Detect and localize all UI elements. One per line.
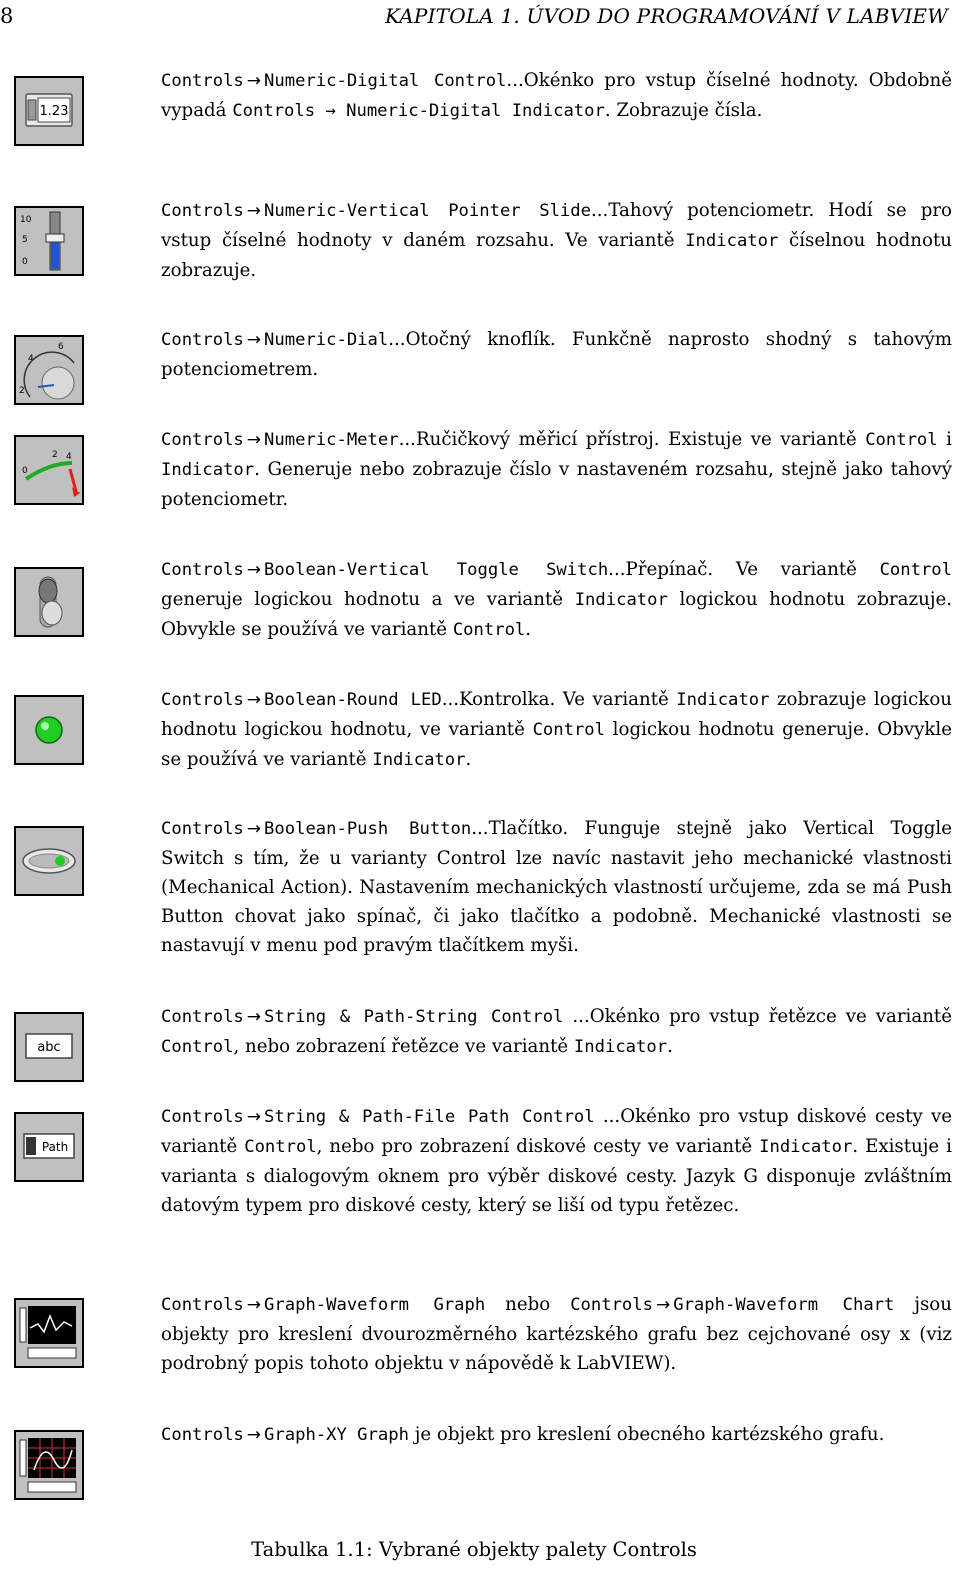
svg-text:10: 10 [20,215,32,225]
page-number: 8 [0,4,14,28]
entry-description: Controls → Numeric-Meter...Ručičkový měřicí přístroj. Existuje ve variantě Control i Indicator. Generuje nebo zobrazuje číslo v nastaveném rozsahu, stejně jako tahový potenciometr. [161,429,952,510]
xy-graph-icon [14,1430,84,1500]
entry-description: Controls → String & Path-String Control ...Okénko pro vstup řetězce ve variantě Control, nebo zobrazení řetězce ve variantě Indicator. [161,1006,952,1057]
entry-description: Controls → Graph-XY Graph je objekt pro kreslení obecného kartézského grafu. [161,1424,885,1445]
numeric-meter-icon [14,435,84,505]
entry-description: Controls → Graph-Waveform Graph nebo Controls → Graph-Waveform Chart jsou objekty pro kreslení dvourozměrného kartézského grafu bez cejchované osy x (viz podrobný popis tohoto objektu v nápovědě k LabVIEW). [161,1294,952,1374]
entry-description: Controls → String & Path-File Path Control ...Okénko pro vstup diskové cesty ve variantě Control, nebo pro zobrazení diskové cesty ve variantě Indicator. Existuje i varianta s dialogovým oknem pro výběr diskové cesty. Jazyk G disponuje zvláštním datovým typem pro diskové cesty, který se liší od typu řetězec. [161,1106,952,1216]
waveform-graph-icon [14,1298,84,1368]
entry-description: Controls → Boolean-Round LED...Kontrolka. Ve variantě Indicator zobrazuje logickou hodnotu logickou hodnotu, ve variantě Control logickou hodnotu generuje. Obvykle se používá ve variantě Indicator. [161,689,952,770]
entry-description: Controls → Numeric-Digital Control...Okénko pro vstup číselné hodnoty. Obdobně vypadá Controls → Numeric-Digital Indicator. Zobrazuje čísla. [161,70,953,121]
numeric-digital-control-icon [14,76,84,146]
svg-text:6: 6 [58,342,64,352]
file-path-control-icon [14,1112,84,1182]
svg-text:2: 2 [19,386,25,396]
table-caption: Tabulka 1.1: Vybrané objekty palety Controls [251,1538,697,1561]
svg-text:2: 2 [52,450,58,460]
push-button-icon [14,826,84,896]
svg-text:abc: abc [37,1040,61,1055]
svg-text:4: 4 [28,354,34,364]
page-header [0,4,960,34]
svg-text:5: 5 [22,235,28,245]
numeric-dial-icon [14,335,84,405]
vertical-toggle-switch-icon [14,567,84,637]
svg-text:4: 4 [66,452,72,462]
svg-text:1.23: 1.23 [39,104,69,119]
chapter-title: KAPITOLA 1. ÚVOD DO PROGRAMOVÁNÍ V LABVIEW [384,4,948,28]
string-control-icon [14,1012,84,1082]
entry-description: Controls → Boolean-Push Button...Tlačítko. Funguje stejně jako Vertical Toggle Switch s tím, že u varianty Control lze navíc nastavit jeho mechanické vlastnosti (Mechanical Action). Nastavením mechanických vlastností určujeme, zda se má Push Button chovat jako spínač, či jako tlačítko a podobně. Mechanické vlastnosti se nastavují v menu pod pravým tlačítkem myši. [161,818,952,956]
entry-description: Controls → Boolean-Vertical Toggle Switch...Přepínač. Ve variantě Control generuje logickou hodnotu a ve variantě Indicator logickou hodnotu zobrazuje. Obvykle se používá ve variantě Control. [161,559,953,640]
entry-description: Controls → Numeric-Dial...Otočný knoflík. Funkčně naprosto shodný s tahovým potenciometrem. [161,329,952,380]
svg-text:0: 0 [22,257,28,267]
svg-text:Path: Path [41,1140,69,1154]
round-led-icon [14,695,84,765]
svg-text:0: 0 [22,466,28,476]
vertical-pointer-slide-icon [14,206,84,276]
entry-description: Controls → Numeric-Vertical Pointer Slide...Tahový potenciometr. Hodí se pro vstup číselné hodnoty v daném rozsahu. Ve variantě Indicator číselnou hodnotu zobrazuje. [161,200,953,281]
